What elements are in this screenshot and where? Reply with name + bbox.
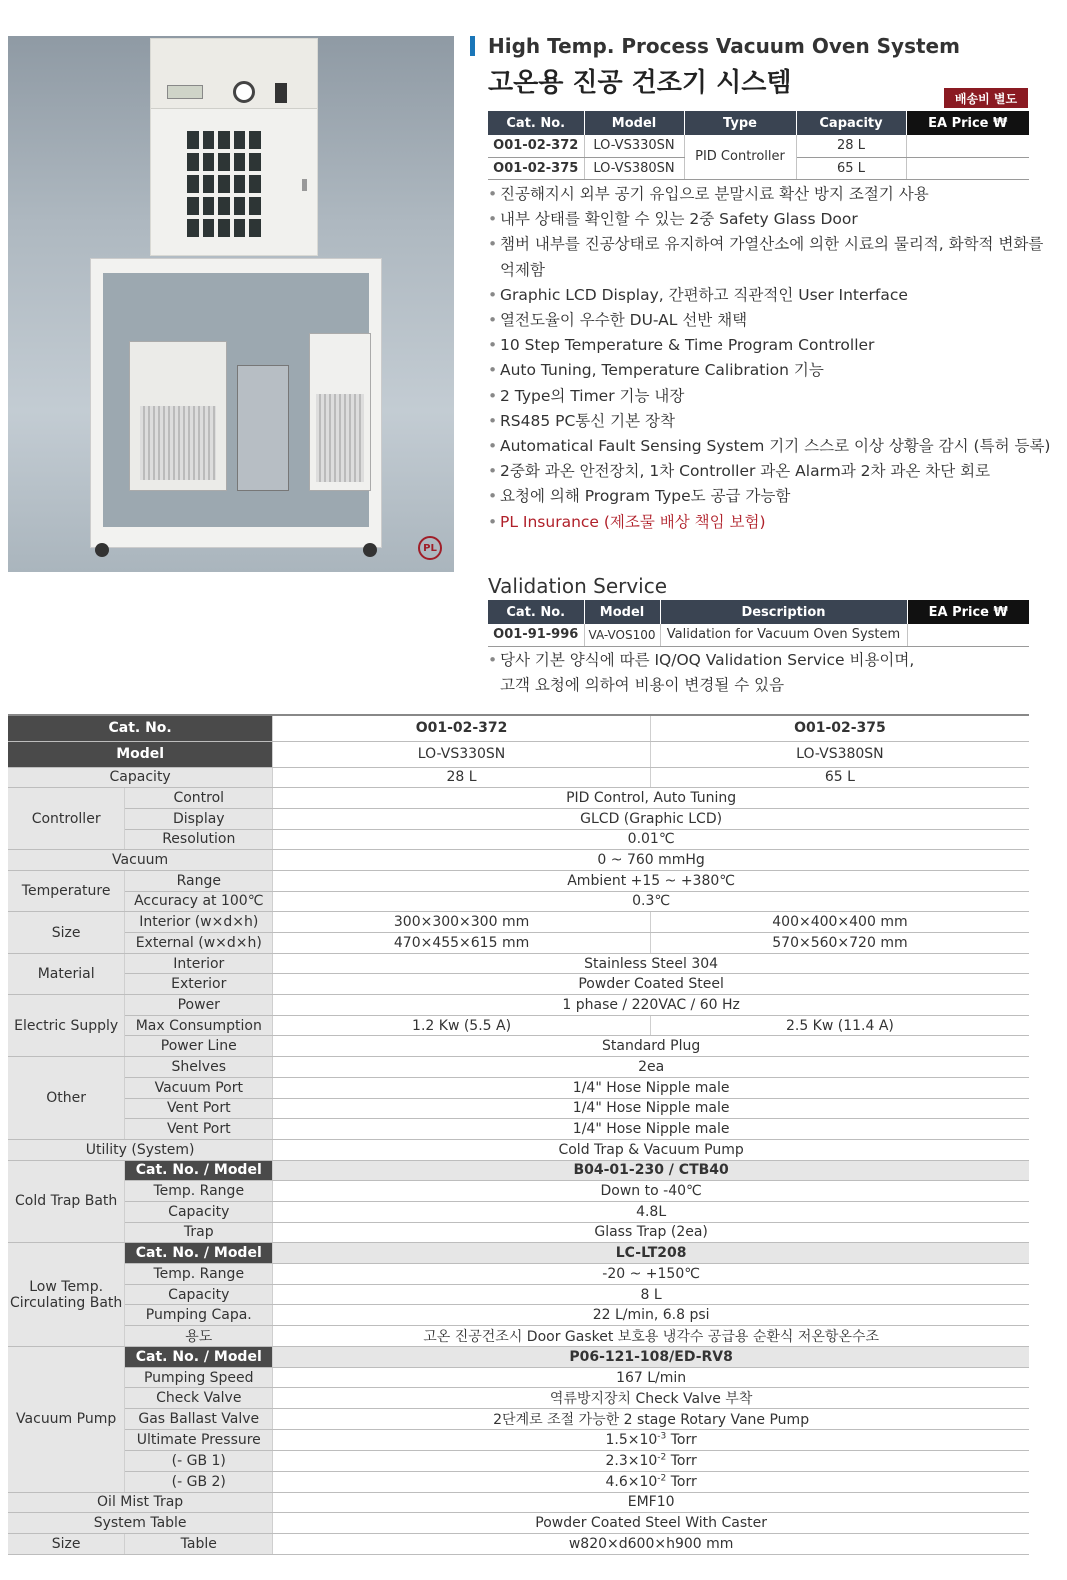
list-item: • 진공해지시 외부 공기 유입으로 분말시료 확산 방지 조절기 사용 (488, 182, 1048, 207)
oven-control-panel (151, 39, 317, 109)
list-item: • 2 Type의 Timer 기능 내장 (488, 384, 1048, 409)
col-capacity: Capacity (796, 111, 906, 135)
table-row: O01-91-996 VA-VOS100 Validation for Vacuum Oven System (488, 624, 1029, 646)
type-cell: PID Controller (684, 135, 796, 179)
switch-icon (275, 83, 287, 103)
door-handle-icon (302, 179, 307, 191)
spec-group: Material (8, 953, 125, 994)
pl-insurance-icon: PL (418, 536, 442, 560)
list-item: • Graphic LCD Display, 간편하고 직관적인 User Interface (488, 283, 1048, 308)
spec-group: Temperature (8, 870, 125, 911)
list-item-continuation: 억제함 (500, 260, 545, 279)
table-row: O01-02-372 LO-VS330SN PID Controller 28 L (488, 135, 1029, 157)
validation-title: Validation Service (488, 574, 668, 598)
shipping-badge: 배송비 별도 (944, 88, 1028, 108)
list-item: • 당사 기본 양식에 따른 IQ/OQ Validation Service 비용이며, (488, 648, 914, 673)
spec-label: Capacity (8, 767, 273, 788)
col-model: Model (584, 600, 660, 624)
col-description: Description (660, 600, 907, 624)
spec-label: System Table (8, 1513, 273, 1534)
spec-group: Cold Trap Bath (8, 1160, 125, 1243)
spec-table: Cat. No. O01-02-372 O01-02-375 Model LO-VS330SN LO-VS380SN Capacity 28 L 65 L Controller Control PID Control, Auto Tuning Display GLCD (Graphic LCD) Resolution 0.01℃ Vacuum 0 ~ 760 mmHg Temperature Range Ambient +15 ~ +380℃ Accuracy at 100℃ 0.3℃ Size Interior (w×d×h) 300×300×300 mm 400×400×400 mm External (w×d×h) 470×455×615 mm 570×560×720 mm Material Interior Stainless Steel 304 Exterior Powder Coated Steel Electric Supply Power 1 phase / 220VAC / 60 Hz Max Consumption 1.2 Kw (5.5 A) 2.5 Kw (11.4 A) Power Line Standard Plug Other Shelves 2ea Vacuum Port 1/4" Hose Nipple male Vent Port 1/4" Hose Nipple male Vent Port 1/4" Hose Nipple male Utility (System) Cold Trap & Vacuum Pump Cold Trap Bath Cat. No. / Model B04-01-230 / CTB40 Temp. Range Down to -40℃ Capacity 4.8L Trap Glass Trap (2ea) Low Temp. Circulating Bath Cat. No. / Model LC-LT208 Temp. Range -20 ~ +150℃ Capacity 8 L Pumping Capa. 22 L/min, 6.8 psi 용도 고온 진공건조시 Door Gasket 보호용 냉각수 공급용 순환식 저온항온수조 Vacuum Pump Cat. No. / Model P06-121-108/ED-RV8 Pumping Speed 167 L/min Check Valve 역류방지장치 Check Valve 부착 Gas Ballast Valve 2단계로 조절 가능한 2 stage Rotary Vane Pump Ultimate Pressure $1.5\times 10^{-3}$ Torr (- GB 1) $2.3\times 10^{-2}$ Torr (- GB 2) $4.6\times 10^{-2}$ Torr Oil Mist Trap EMF10 System Table Powder Coated Steel With Caster Size Table w820×d600×h900 mm (8, 714, 1029, 1555)
spec-group: Size (8, 912, 125, 953)
list-item: • RS485 PC통신 기본 장착 (488, 409, 1048, 434)
caster-icon (363, 543, 377, 557)
spec-label: Cat. No. (8, 715, 273, 741)
list-item: • 요청에 의해 Program Type도 공급 가능함 (488, 484, 1048, 509)
col-model: Model (584, 111, 684, 135)
validation-table (488, 600, 1029, 647)
spec-group: Vacuum Pump (8, 1347, 125, 1492)
page-title-en: High Temp. Process Vacuum Oven System (488, 34, 960, 58)
product-table (488, 111, 1029, 180)
spec-group: Other (8, 1057, 125, 1140)
col-cat-no: Cat. No. (488, 111, 584, 135)
oven-display-icon (167, 85, 203, 99)
list-item: • 10 Step Temperature & Time Program Controller (488, 333, 1048, 358)
vacuum-oven-image (150, 38, 318, 256)
title-accent-bar (470, 36, 475, 56)
vacuum-pump-image (237, 365, 289, 491)
validation-notes (488, 648, 914, 698)
spec-label: Oil Mist Trap (8, 1492, 273, 1513)
col-price: EA Price ₩ (906, 111, 1029, 135)
table-row: O01-02-375 LO-VS380SN 65 L (488, 157, 1029, 179)
list-item: • Auto Tuning, Temperature Calibration 기능 (488, 358, 1048, 383)
list-item-continuation: 고객 요청에 의하여 비용이 변경될 수 있음 (500, 676, 785, 694)
oven-window (187, 131, 261, 237)
gauge-icon (233, 81, 255, 103)
list-item: • Automatical Fault Sensing System 기기 스스로 이상 상황을 감시 (특허 등록) (488, 434, 1048, 459)
spec-label: Model (8, 741, 273, 767)
list-item: • 열전도율이 우수한 DU-AL 선반 채택 (488, 308, 1048, 333)
spec-label: Utility (System) (8, 1139, 273, 1160)
system-table-image (90, 258, 382, 548)
col-price: EA Price ₩ (907, 600, 1029, 624)
spec-group: Electric Supply (8, 995, 125, 1057)
spec-label: Size (8, 1533, 125, 1554)
list-item: • 내부 상태를 확인할 수 있는 2중 Safety Glass Door (488, 207, 1048, 232)
caster-icon (95, 543, 109, 557)
col-cat-no: Cat. No. (488, 600, 584, 624)
feature-list (488, 182, 1051, 535)
spec-group: Low Temp. Circulating Bath (8, 1243, 125, 1347)
product-photo (8, 36, 454, 572)
list-item: • 챔버 내부를 진공상태로 유지하여 가열산소에 의한 시료의 물리적, 화학적 변화를 (488, 232, 1048, 257)
list-item-pl: • PL Insurance (제조물 배상 책임 보험) (488, 510, 1048, 535)
cold-trap-bath-image (129, 341, 227, 491)
list-item: • 2중화 과온 안전장치, 1차 Controller 과온 Alarm과 2차 과온 차단 회로 (488, 459, 1048, 484)
spec-label: Vacuum (8, 850, 273, 871)
spec-group: Controller (8, 788, 125, 850)
circulating-bath-image (309, 333, 371, 491)
page-title-kr: 고온용 진공 건조기 시스템 (488, 68, 792, 98)
col-type: Type (684, 111, 796, 135)
